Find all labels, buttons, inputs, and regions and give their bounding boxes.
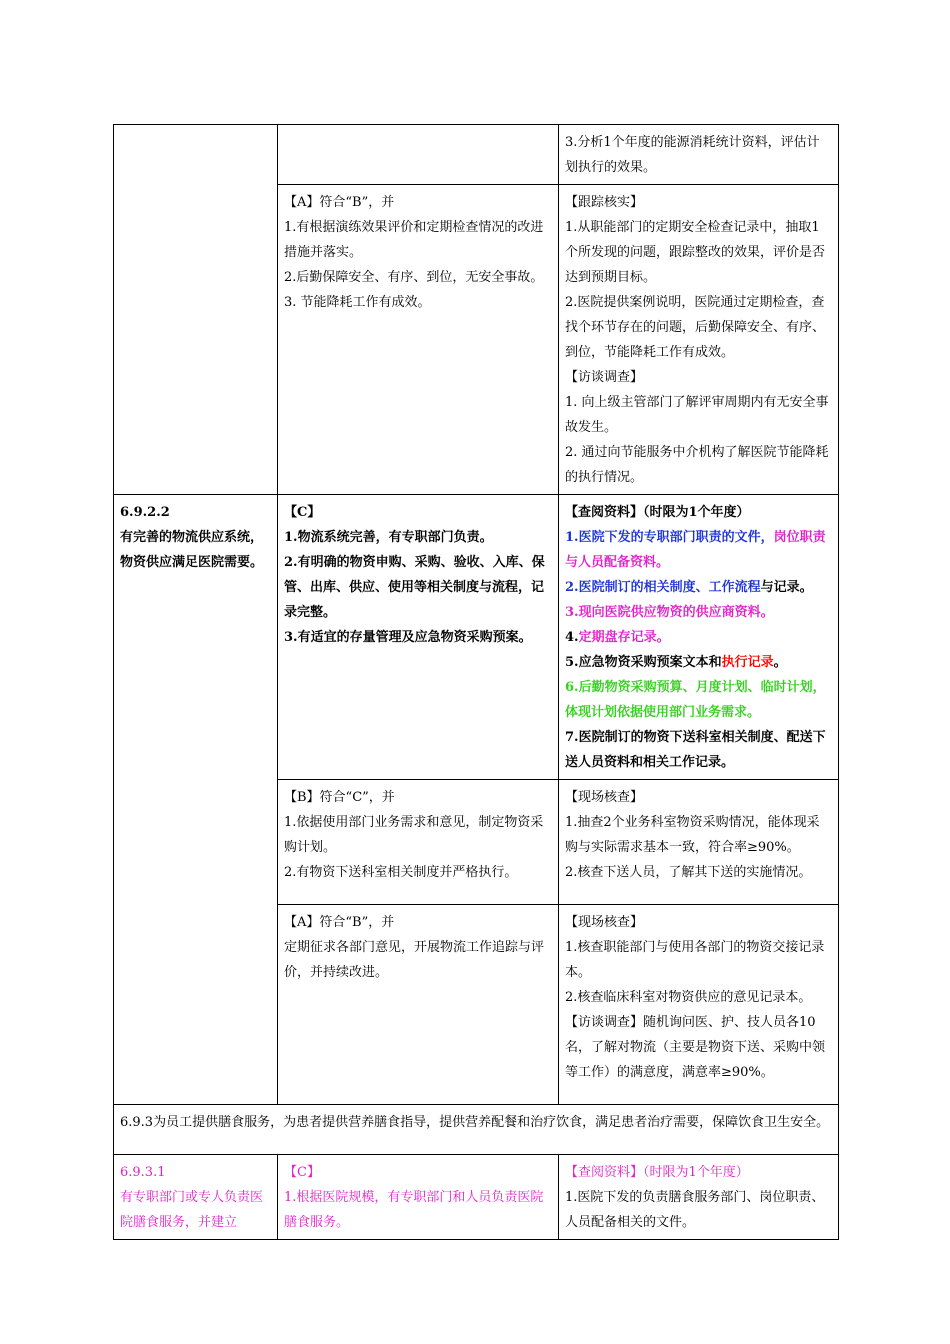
- method-cell: [559, 125, 839, 185]
- table-row: [114, 125, 839, 185]
- table-row: [114, 1105, 839, 1155]
- method-line: 1.核查职能部门与使用各部门的物资交接记录本。: [565, 940, 825, 980]
- method-line: 【现场核查】: [565, 790, 644, 805]
- method-heading: 【查阅资料】（时限为1个年度）: [565, 505, 750, 520]
- method-line: 【访谈调查】随机询问医、护、技人员各10名，了解对物流（主要是物资下送、采购中领等工作）的满意度，满意率≥90%。: [565, 1015, 826, 1080]
- method-text: 执行记录: [721, 655, 774, 670]
- standard-cell: [278, 495, 559, 780]
- method-line: [565, 625, 832, 650]
- item-title: 有完善的物流供应系统，物资供应满足医院需要。: [120, 530, 264, 570]
- standard-line: 2.有物资下送科室相关制度并严格执行。: [284, 865, 518, 880]
- standard-line: 2.后勤保障安全、有序、到位，无安全事故。: [284, 270, 544, 285]
- standard-cell: [278, 905, 559, 1105]
- method-text: 岗位职责与人员配备资料。: [565, 530, 826, 570]
- method-text: 2.医院制订的相关制度、工作流程: [565, 580, 761, 595]
- standard-cell: [278, 125, 559, 185]
- item-cell: [114, 1155, 278, 1240]
- method-line: 3.分析1个年度的能源消耗统计资料，评估计划执行的效果。: [565, 135, 820, 175]
- method-text: 1.医院下发的专职部门职责的文件，: [565, 530, 774, 545]
- method-cell: [559, 185, 839, 495]
- standard-line: 2.有明确的物资申购、采购、验收、入库、保管、出库、供应、使用等相关制度与流程，记录完整。: [284, 555, 545, 620]
- method-line: 7.医院制订的物资下送科室相关制度、配送下送人员资料和相关工作记录。: [565, 730, 826, 770]
- table-row: [114, 1155, 839, 1240]
- method-line: 2.医院提供案例说明，医院通过定期检查，查找个环节存在的问题，后勤保障安全、有序、到位，节能降耗工作有成效。: [565, 295, 826, 360]
- standard-cell: [278, 185, 559, 495]
- standard-line: 【A】符合“B”，并: [284, 195, 395, 210]
- item-title: 有专职部门或专人负责医院膳食服务，并建立: [120, 1190, 264, 1230]
- method-cell: [559, 1155, 839, 1240]
- method-line: 1.医院下发的负责膳食服务部门、岗位职责、人员配备相关的文件。: [565, 1190, 825, 1230]
- method-line: 1.从职能部门的定期安全检查记录中，抽取1个所发现的问题，跟踪整改的效果，评价是否达到预期目标。: [565, 220, 826, 285]
- method-line: 【跟踪核实】: [565, 195, 644, 210]
- standard-line: 1.物流系统完善，有专职部门负责。: [284, 530, 493, 545]
- standard-line: 3.有适宜的存量管理及应急物资采购预案。: [284, 630, 532, 645]
- method-line: 2.核查下送人员，了解其下送的实施情况。: [565, 865, 812, 880]
- standard-line: 【C】: [284, 1165, 320, 1180]
- item-cell: [114, 495, 278, 1105]
- standard-line: 【A】符合“B”，并: [284, 915, 395, 930]
- method-line: 2. 通过向节能服务中介机构了解医院节能降耗的执行情况。: [565, 445, 829, 485]
- standard-line: 3. 节能降耗工作有成效。: [284, 295, 431, 310]
- standard-line: 【C】: [284, 505, 321, 520]
- method-line: [565, 575, 832, 600]
- method-heading: 【查阅资料】（时限为1个年度）: [565, 1165, 749, 1180]
- standard-cell: [278, 1155, 559, 1240]
- standard-line: 1.依据使用部门业务需求和意见，制定物资采购计划。: [284, 815, 544, 855]
- standard-cell: [278, 780, 559, 905]
- method-text: 4.: [565, 630, 579, 645]
- section-title: 6.9.3为员工提供膳食服务，为患者提供营养膳食指导，提供营养配餐和治疗饮食，满足患者治疗需要，保障饮食卫生安全。: [120, 1115, 830, 1130]
- method-line: 1. 向上级主管部门了解评审周期内有无安全事故发生。: [565, 395, 829, 435]
- method-line: 【访谈调查】: [565, 370, 644, 385]
- standard-line: 定期征求各部门意见，开展物流工作追踪与评价，并持续改进。: [284, 940, 545, 980]
- method-cell: [559, 780, 839, 905]
- method-line: [565, 650, 832, 675]
- method-text: 5.应急物资采购预案文本和: [565, 655, 722, 670]
- item-code: 6.9.3.1: [120, 1165, 166, 1180]
- method-text: 定期盘存记录。: [578, 630, 670, 645]
- method-line: 6.后勤物资采购预算、月度计划、临时计划，体现计划依据使用部门业务需求。: [565, 680, 826, 720]
- method-cell: [559, 905, 839, 1105]
- method-text: 。: [773, 655, 787, 670]
- method-text: 与记录。: [760, 580, 813, 595]
- method-line: [565, 525, 832, 575]
- method-line: 【现场核查】: [565, 915, 644, 930]
- item-code: 6.9.2.2: [120, 505, 170, 520]
- method-line: 3.现向医院供应物资的供应商资料。: [565, 605, 774, 620]
- item-cell: [114, 125, 278, 495]
- standards-table: [113, 124, 839, 1240]
- method-line: 2.核查临床科室对物资供应的意见记录本。: [565, 990, 812, 1005]
- section-cell: [114, 1105, 839, 1155]
- standard-line: 1.有根据演练效果评价和定期检查情况的改进措施并落实。: [284, 220, 544, 260]
- method-cell: [559, 495, 839, 780]
- table-row: [114, 495, 839, 780]
- method-line: 1.抽查2个业务科室物资采购情况，能体现采购与实际需求基本一致，符合率≥90%。: [565, 815, 820, 855]
- standard-line: 【B】符合“C”，并: [284, 790, 395, 805]
- standard-line: 1.根据医院规模，有专职部门和人员负责医院膳食服务。: [284, 1190, 544, 1230]
